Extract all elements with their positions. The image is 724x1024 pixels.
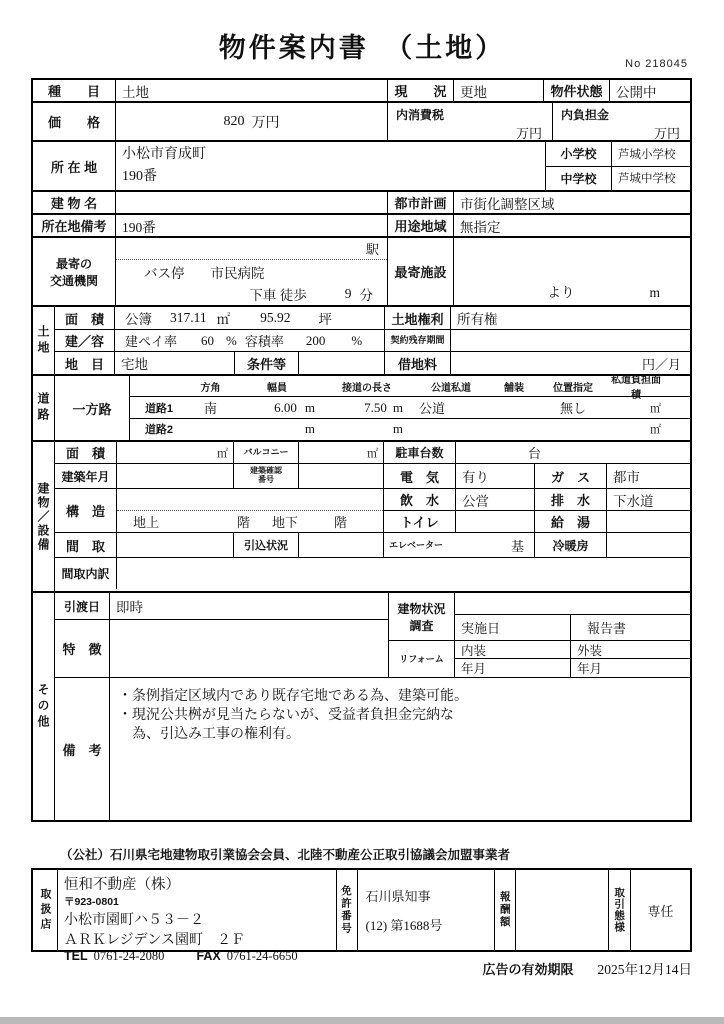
drainage-label: 排 水 xyxy=(535,489,607,510)
price-label: 価 格 xyxy=(33,103,116,140)
tax-label: 内消費税 xyxy=(396,108,445,122)
road-header-paving: 舗装 xyxy=(504,382,524,394)
facility-yori: より xyxy=(547,285,575,300)
below-ground-label: 地下 xyxy=(272,515,299,530)
hot-water-label: 給 湯 xyxy=(535,511,607,532)
parking-unit: 台 xyxy=(528,446,542,461)
broker-strip-label: 取扱店 xyxy=(33,870,58,950)
coverage-label: 建／容 xyxy=(55,330,115,351)
reform-date-row xyxy=(455,659,690,677)
parking-label: 駐車台数 xyxy=(384,442,456,463)
below-ground-unit: 階 xyxy=(334,515,348,530)
facility-m: m xyxy=(649,285,660,300)
row-location xyxy=(33,142,690,192)
price-cell xyxy=(116,103,388,140)
road-header-width: 幅員 xyxy=(267,382,287,394)
toilet-label: トイレ xyxy=(384,511,456,532)
other-top-block xyxy=(55,593,690,678)
road1-frontage-value: 7.50 xyxy=(364,399,387,415)
built-date-row xyxy=(55,464,690,489)
burden-label: 内負担金 xyxy=(561,108,610,122)
bcr-value: 60 xyxy=(201,332,215,348)
reform-label: リフォーム xyxy=(389,641,455,677)
land-rights-label: 土地権利 xyxy=(385,307,451,329)
reform-rows xyxy=(389,641,690,677)
transport-label xyxy=(33,238,116,305)
zoning-value: 無指定 xyxy=(460,219,501,235)
elevator-unit: 基 xyxy=(510,538,524,554)
land-strip-label: 土地 xyxy=(33,307,55,374)
road1-direction: 南 xyxy=(203,401,217,416)
bcr-label: 建ペイ率 xyxy=(125,334,178,349)
doc-number: No 218045 xyxy=(625,58,688,70)
built-date-label: 建築年月 xyxy=(55,464,117,488)
walk-minutes: 9 xyxy=(344,286,352,301)
ad-expiry xyxy=(482,958,692,978)
license-number: (12) 第1688号 xyxy=(365,918,443,933)
inspection-values xyxy=(455,593,690,640)
row-price xyxy=(33,103,690,142)
bcr-pct: % xyxy=(226,332,237,348)
remarks-row xyxy=(55,678,690,820)
hvac-label: 冷暖房 xyxy=(535,533,607,557)
area-tsubo-unit: 坪 xyxy=(318,312,332,327)
association-note: （公社）石川県宅地建物取引業協会会員、北陸不動産公正取引協議会加盟事業者 xyxy=(60,848,511,862)
area-tsubo-value: 95.92 xyxy=(260,310,291,325)
broker-postal-code: 〒923-0801 xyxy=(64,896,119,908)
tel-label: TEL xyxy=(64,949,88,963)
section-land xyxy=(33,307,690,376)
city-planning-label: 都市計画 xyxy=(388,192,454,213)
contract-remaining-label: 契約残存期間 xyxy=(385,330,451,351)
broker-address1: 小松市園町ハ５３－２ xyxy=(64,913,204,928)
inspection-empty-row xyxy=(455,593,690,615)
structure-label: 構 造 xyxy=(55,489,117,532)
price-value: 820 xyxy=(223,113,245,129)
road-strip-label: 道路 xyxy=(33,376,55,440)
road2-frontage-unit: m xyxy=(392,421,403,436)
drinking-water-label: 飲 水 xyxy=(384,489,456,510)
broker-address2: ＡＲＫレジデンス園町 ２Ｆ xyxy=(64,933,245,948)
nearest-facility-label: 最寄施設 xyxy=(388,238,454,305)
road1-row xyxy=(130,397,690,419)
road2-row xyxy=(130,419,690,439)
fax-value: 0761-24-6650 xyxy=(226,949,298,963)
current-state-label: 現 況 xyxy=(388,80,454,101)
doc-title: 物件案内書 （土地） xyxy=(218,33,506,63)
coverage-row xyxy=(55,330,690,352)
remarks-line3: 為、引込み工事の権利有。 xyxy=(118,727,300,742)
floorplan-detail-label: 間取内訳 xyxy=(55,558,117,589)
road1-name: 道路1 xyxy=(144,402,174,415)
row-category xyxy=(33,80,690,103)
elevator-label: エレベーター xyxy=(389,539,444,550)
inspection-label xyxy=(389,593,455,640)
utility-connection-label: 引込状況 xyxy=(234,533,299,557)
location-line2: 190番 xyxy=(122,169,157,184)
land-category-label: 地 目 xyxy=(55,352,115,374)
road-grid xyxy=(130,376,690,440)
toilet-value xyxy=(456,511,535,532)
floorplan-row xyxy=(55,533,690,558)
remarks-text xyxy=(110,678,690,820)
building-area-row xyxy=(55,442,690,464)
water-row xyxy=(384,489,690,511)
building-area-unit: ㎡ xyxy=(117,442,234,463)
land-rights-value: 所有権 xyxy=(457,312,498,327)
building-name-label: 建 物 名 xyxy=(33,192,116,213)
floorplan-detail-value xyxy=(117,558,690,589)
above-ground-label: 地上 xyxy=(133,515,160,530)
location-note-label: 所在地備考 xyxy=(33,215,116,236)
section-building xyxy=(33,442,690,593)
property-status-label: 物件状態 xyxy=(544,80,610,101)
above-ground-unit: 階 xyxy=(237,515,251,530)
transport-label-line1: 最寄の xyxy=(55,256,92,271)
row-location-note xyxy=(33,215,690,238)
current-state-value: 更地 xyxy=(454,80,544,101)
reform-date1: 年月 xyxy=(455,659,571,677)
walk-minutes-unit: 分 xyxy=(359,288,373,303)
conditions-value xyxy=(299,352,385,374)
inspection-label-line2: 調査 xyxy=(409,618,434,633)
remarks-line2: ・現況公共桝が見当たらないが、受益者負担金完納な xyxy=(118,708,454,723)
drainage-value: 下水道 xyxy=(613,493,654,509)
far-pct: % xyxy=(351,332,363,348)
coverage-value xyxy=(115,330,385,351)
location-note-value: 190番 xyxy=(116,215,388,236)
fee-value xyxy=(516,870,609,950)
inspection-rows xyxy=(389,593,690,641)
utilities-subgrid xyxy=(384,489,690,532)
road2-private-area-unit: ㎡ xyxy=(650,424,661,436)
gas-value: 都市 xyxy=(613,470,640,485)
other-left xyxy=(55,593,389,677)
location-line1: 小松市育成町 xyxy=(122,147,206,162)
land-category-row xyxy=(55,352,690,374)
ad-expiry-value: 2025年12月14日 xyxy=(597,962,692,977)
road-header-public: 公道私道 xyxy=(431,382,471,394)
tel-value: 0761-24-2080 xyxy=(93,949,165,963)
category-label: 種 目 xyxy=(33,80,116,101)
inspection-label-line1: 建物状況 xyxy=(397,601,446,616)
electricity-value: 有り xyxy=(456,464,535,488)
road1-public: 公道 xyxy=(419,401,446,416)
road1-private-area-unit: ㎡ xyxy=(650,402,661,415)
gas-label: ガ ス xyxy=(535,464,607,488)
confirmation-label-line1: 建築確認 xyxy=(250,466,282,476)
reform-interior-label: 内装 xyxy=(455,641,571,658)
transport-label-line2: 交通機関 xyxy=(49,273,98,288)
handover-row xyxy=(55,593,388,620)
structure-row xyxy=(55,489,690,533)
road-header-designation: 位置指定 xyxy=(553,382,593,394)
inspection-report-label: 報告書 xyxy=(587,621,627,636)
other-inner xyxy=(55,593,690,820)
built-date-value xyxy=(117,464,234,488)
utility-connection-value xyxy=(299,533,384,557)
burden-cell xyxy=(553,103,690,140)
remarks-line1: ・条例指定区域内であり既存宅地である為、建築可能。 xyxy=(118,689,468,704)
section-road xyxy=(33,376,690,442)
land-category-value: 宅地 xyxy=(115,352,235,374)
reform-interior-row xyxy=(455,641,690,659)
ground-rent-label: 借地料 xyxy=(385,352,451,374)
license-strip-label: 免許番号 xyxy=(337,870,358,950)
station-line xyxy=(116,238,387,260)
reform-exterior-label: 外装 xyxy=(577,643,603,658)
land-area-label: 面 積 xyxy=(55,307,115,329)
ad-expiry-label: 広告の有効期限 xyxy=(482,962,574,977)
transaction-type-value: 専任 xyxy=(647,903,674,919)
balcony-label: バルコニー xyxy=(234,442,299,463)
burden-unit: 万円 xyxy=(653,126,680,140)
schools-cell xyxy=(546,142,690,190)
price-unit: 万円 xyxy=(251,115,280,131)
license-cell xyxy=(358,870,496,950)
broker-contact-line xyxy=(64,949,336,964)
far-label: 容積率 xyxy=(244,334,284,349)
structure-floors-line xyxy=(117,511,383,532)
zoning-label: 用途地域 xyxy=(388,215,454,236)
transport-content xyxy=(116,238,388,305)
road2-width-unit: m xyxy=(304,421,315,436)
bus-stop-name: 市民病院 xyxy=(210,265,265,281)
elementary-value: 芦城小学校 xyxy=(618,148,676,161)
contract-remaining-value xyxy=(451,330,689,351)
structure-value-top xyxy=(117,489,383,511)
floorplan-detail-row xyxy=(55,558,690,589)
category-value: 土地 xyxy=(116,80,388,101)
walk-line xyxy=(116,283,387,305)
road1-frontage-unit: m xyxy=(392,399,403,415)
building-inner xyxy=(55,442,690,591)
juniorhigh-row xyxy=(546,167,690,191)
features-row xyxy=(55,620,388,677)
location-value xyxy=(116,142,546,190)
location-label: 所 在 地 xyxy=(33,142,116,190)
features-value xyxy=(110,620,388,677)
inspection-date-row xyxy=(455,615,690,640)
balcony-unit: ㎡ xyxy=(299,442,384,463)
road1-width-value: 6.00 xyxy=(274,399,297,415)
handover-value: 即時 xyxy=(116,600,143,615)
toilet-row xyxy=(384,511,690,532)
confirmation-number-label xyxy=(234,464,299,488)
reform-date2: 年月 xyxy=(577,662,603,676)
structure-value-area xyxy=(117,489,384,532)
electricity-label: 電 気 xyxy=(384,464,456,488)
building-area-label: 面 積 xyxy=(55,442,117,463)
fax-label: FAX xyxy=(196,949,221,963)
road1-designation: 無し xyxy=(559,401,586,416)
remarks-label: 備 考 xyxy=(55,678,110,820)
road1-width-unit: m xyxy=(304,399,315,415)
bus-line xyxy=(116,260,387,283)
juniorhigh-label: 中学校 xyxy=(546,167,612,191)
main-table xyxy=(31,78,692,822)
land-area-row xyxy=(55,307,690,330)
other-strip-label: その他 xyxy=(33,593,55,820)
broker-company-name: 恒和不動産（株） xyxy=(64,877,180,893)
land-inner xyxy=(55,307,690,374)
row-building-name xyxy=(33,192,690,215)
property-status-value: 公開中 xyxy=(616,84,657,100)
broker-table xyxy=(31,868,692,963)
section-other xyxy=(33,593,690,820)
scan-edge-shadow xyxy=(0,1017,724,1024)
hvac-value xyxy=(607,533,689,557)
transaction-type-strip-label: 取引態様 xyxy=(609,870,631,950)
features-label: 特 徴 xyxy=(55,620,110,677)
floorplan-label: 間 取 xyxy=(55,533,117,557)
fee-strip-label: 報酬額 xyxy=(495,870,516,950)
hot-water-value xyxy=(607,511,689,532)
area-registry-label: 公簿 xyxy=(125,312,152,327)
road1-frontage xyxy=(321,400,413,416)
tax-cell xyxy=(388,103,553,140)
walk-label: 下車 徒歩 xyxy=(249,288,307,303)
road-header-frontage: 接道の長さ xyxy=(342,382,392,394)
broker-info-cell xyxy=(58,870,337,963)
ground-rent-unit: 円／月 xyxy=(641,356,681,372)
building-name-value xyxy=(116,192,388,213)
conditions-label: 条件等 xyxy=(235,352,299,374)
tax-unit: 万円 xyxy=(515,126,542,140)
confirmation-label-line2: 番号 xyxy=(258,475,274,484)
area-m2-value: 317.11 xyxy=(170,310,207,325)
far-value: 200 xyxy=(305,332,326,348)
elementary-row xyxy=(546,142,690,167)
handover-label: 引渡日 xyxy=(55,593,110,619)
row-transport xyxy=(33,238,690,307)
road1-width xyxy=(233,400,321,416)
nearest-facility-value xyxy=(454,238,690,305)
bus-stop-label: バス停 xyxy=(144,265,185,281)
drinking-water-value: 公営 xyxy=(456,489,535,510)
confirmation-number-value xyxy=(299,464,384,488)
area-m2-unit: ㎡ xyxy=(216,312,231,327)
road2-name: 道路2 xyxy=(144,424,174,436)
inspection-date-label: 実施日 xyxy=(455,615,571,640)
city-planning-value: 市街化調整区域 xyxy=(460,196,555,212)
road-header-private-area: 私道負担面積 xyxy=(611,375,661,401)
road-type-label: 一方路 xyxy=(55,376,130,440)
station-suffix: 駅 xyxy=(365,242,379,257)
reform-values xyxy=(455,641,690,677)
floorplan-value xyxy=(117,533,234,557)
road-header-direction: 方角 xyxy=(200,382,221,394)
elevator-cell xyxy=(384,533,535,557)
juniorhigh-value: 芦城中学校 xyxy=(618,173,676,186)
inspection-block xyxy=(389,593,690,677)
elementary-label: 小学校 xyxy=(546,142,612,166)
road-header-row xyxy=(130,375,690,401)
land-area-value xyxy=(115,307,385,329)
license-authority: 石川県知事 xyxy=(365,889,431,904)
building-strip-label: 建物／設備 xyxy=(33,442,55,591)
